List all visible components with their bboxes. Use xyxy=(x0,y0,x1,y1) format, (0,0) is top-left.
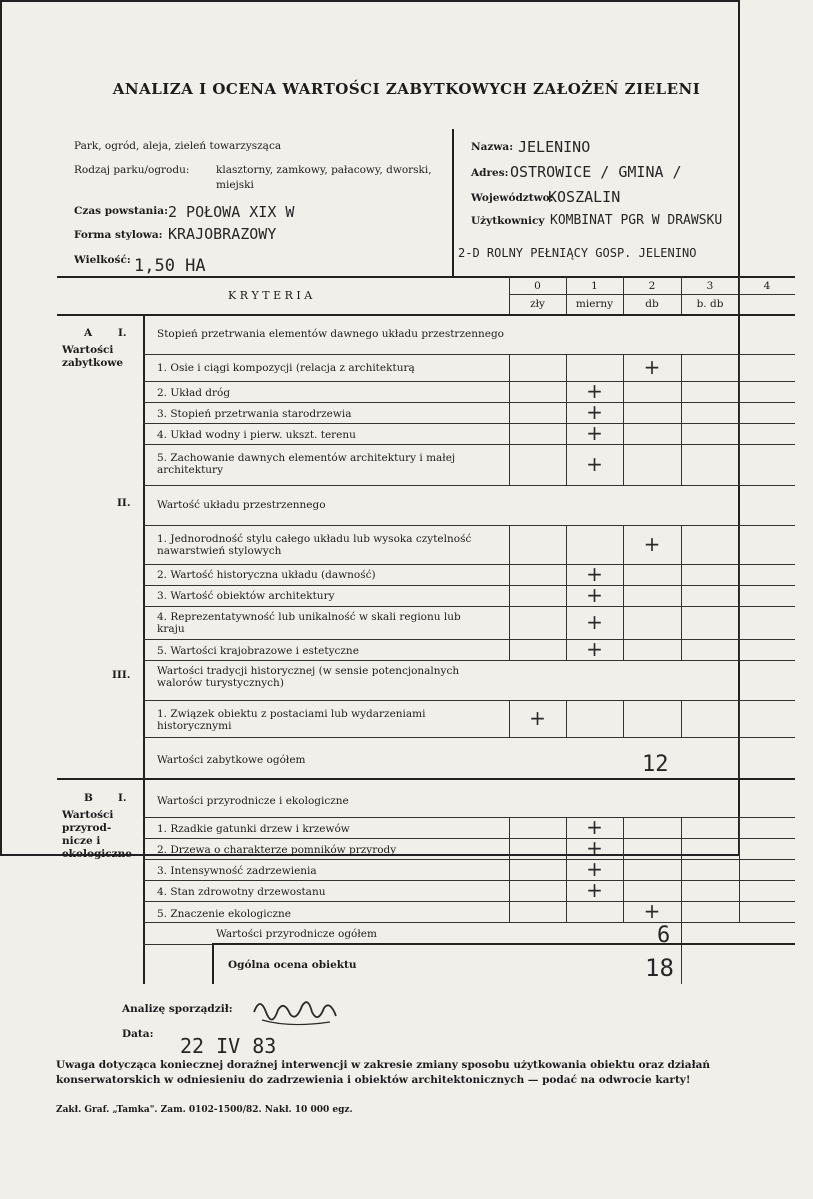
section-b-title: Wartości przyrod- nicze i ekologiczne xyxy=(62,809,132,860)
forma-value: KRAJOBRAZOWY xyxy=(168,225,277,243)
section-a-roman-3: III. xyxy=(112,669,131,681)
rating-mark: + xyxy=(586,856,603,881)
section-a-letter: A xyxy=(84,327,93,339)
scale-bottom-line xyxy=(57,314,795,316)
rating-mark: + xyxy=(586,835,603,860)
scale-label-3: b. db xyxy=(696,298,724,310)
criterion-a1-1: 1. Osie i ciągi kompozycji (relacja z architekturą xyxy=(157,362,415,374)
uzytkownicy-value-2: 2-D ROLNY PEŁNIĄCY GOSP. JELENINO xyxy=(458,246,697,260)
criterion-a1-4: 4. Układ wodny i pierw. ukszt. terenu xyxy=(157,429,356,441)
nazwa-label: Nazwa: xyxy=(471,141,514,153)
rating-mark: + xyxy=(586,814,603,839)
scale-column-line xyxy=(623,700,624,737)
scale-column-line xyxy=(566,525,567,660)
rating-mark: + xyxy=(586,399,603,424)
grid-h-line xyxy=(143,381,795,382)
uzytkownicy-label: Użytkownicy xyxy=(471,215,545,227)
criterion-a2-2: 2. Wartość historyczna układu (dawność) xyxy=(157,569,376,581)
section-b-total-value: 6 xyxy=(657,923,671,948)
grid-h-line xyxy=(143,817,795,818)
rodzaj-value-2: miejski xyxy=(216,179,254,191)
section-ab-separator xyxy=(57,778,795,780)
scale-column-line xyxy=(623,525,624,660)
wojewodztwo-label: Województwo: xyxy=(471,192,554,204)
scale-column-line xyxy=(566,700,567,737)
scale-column-line xyxy=(566,817,567,922)
kryteria-heading: K R Y T E R I A xyxy=(228,289,313,302)
total-a-divider xyxy=(739,737,740,778)
scale-header-line xyxy=(509,294,795,295)
scale-column-line xyxy=(681,354,682,485)
section-a-roman-2: II. xyxy=(117,497,131,509)
criterion-a2-4: 4. Reprezentatywność lub unikalność w skali regionu lub kraju xyxy=(157,611,461,635)
rating-mark: + xyxy=(586,582,603,607)
grid-h-line xyxy=(143,700,795,701)
overall-value: 18 xyxy=(645,954,674,982)
section-a-title: Wartości zabytkowe xyxy=(62,344,124,369)
scale-column-line xyxy=(566,276,567,314)
grid-h-line xyxy=(143,838,795,839)
section-b-total-label: Wartości przyrodnicze ogółem xyxy=(216,928,377,940)
data-label: Data: xyxy=(122,1028,154,1040)
rating-mark: + xyxy=(586,561,603,586)
criterion-a1-2: 2. Układ dróg xyxy=(157,387,231,399)
rating-mark: + xyxy=(643,531,661,556)
grid-h-line xyxy=(143,859,795,860)
criterion-a2-3: 3. Wartość obiektów architektury xyxy=(157,590,335,602)
overall-label: Ogólna ocena obiektu xyxy=(228,959,357,971)
total-b-divider xyxy=(681,922,682,944)
scale-column-line xyxy=(681,276,682,314)
scale-number-1: 1 xyxy=(591,280,598,292)
scale-column-line xyxy=(623,354,624,485)
grid-h-line xyxy=(143,525,795,526)
scale-number-2: 2 xyxy=(648,280,656,292)
header-divider xyxy=(452,129,454,278)
criterion-b-2: 2. Drzewa o charakterze pomników przyrody xyxy=(157,844,397,856)
scale-label-0: zły xyxy=(530,298,545,310)
analyst-signature xyxy=(250,992,340,1036)
rating-mark: + xyxy=(643,354,661,379)
criterion-b-3: 3. Intensywność zadrzewienia xyxy=(157,865,317,877)
adres-value: OSTROWICE / GMINA / xyxy=(510,163,682,181)
header-bottom-line xyxy=(57,276,795,278)
section-b-roman-1: I. xyxy=(118,792,127,804)
grid-h-line xyxy=(143,901,795,902)
group-b-title: Wartości przyrodnicze i ekologiczne xyxy=(157,795,349,807)
criterion-b-4: 4. Stan zdrowotny drzewostanu xyxy=(157,886,326,898)
rating-mark: + xyxy=(586,451,603,476)
forma-label: Forma stylowa: xyxy=(74,229,163,241)
rating-mark: + xyxy=(586,378,603,403)
scale-column-line xyxy=(509,817,510,922)
grid-h-line xyxy=(143,444,795,445)
rodzaj-value: klasztorny, zamkowy, pałacowy, dworski, xyxy=(216,164,432,176)
grid-h-line xyxy=(143,564,795,565)
scale-column-line xyxy=(739,354,740,485)
data-value: 22 IV 83 xyxy=(180,1034,277,1058)
grid-h-line xyxy=(143,880,795,881)
scale-number-0: 0 xyxy=(534,280,541,292)
scale-number-4: 4 xyxy=(763,280,771,292)
criterion-a1-5: 5. Zachowanie dawnych elementów architektury i małej architektury xyxy=(157,452,456,476)
grid-h-line xyxy=(143,606,795,607)
scale-column-line xyxy=(681,700,682,737)
scale-number-3: 3 xyxy=(706,280,714,292)
scale-column-line xyxy=(509,525,510,660)
grid-h-line xyxy=(143,639,795,640)
section-b-letter: B xyxy=(84,792,93,804)
uzytkownicy-value: KOMBINAT PGR W DRAWSKU xyxy=(550,213,723,228)
criterion-b-1: 1. Rzadkie gatunki drzew i krzewów xyxy=(157,823,350,835)
park-label: Park, ogród, aleja, zieleń towarzysząca xyxy=(74,140,282,152)
adres-label: Adres: xyxy=(471,167,509,179)
rating-mark: + xyxy=(643,898,661,923)
grid-h-line xyxy=(143,737,795,738)
group-a2-title: Wartość układu przestrzennego xyxy=(157,499,326,511)
scale-column-line xyxy=(739,817,740,922)
category-column-divider xyxy=(143,314,145,984)
scale-column-line xyxy=(509,276,510,314)
section-a-roman-1: I. xyxy=(118,327,127,339)
section-a-total-label: Wartości zabytkowe ogółem xyxy=(157,754,306,766)
group-a1-title: Stopień przetrwania elementów dawnego układu przestrzennego xyxy=(157,328,504,340)
grid-h-line xyxy=(143,585,795,586)
wielkosc-label: Wielkość: xyxy=(74,254,131,266)
grid-h-line xyxy=(143,354,795,355)
scale-column-line xyxy=(623,276,624,314)
rating-mark: + xyxy=(586,609,603,634)
print-info: Zakł. Graf. „Tamka". Zam. 0102-1500/82. Nakł. 10 000 egz. xyxy=(56,1105,353,1115)
analiza-label: Analizę sporządził: xyxy=(122,1003,233,1015)
scale-label-2: db xyxy=(645,298,659,310)
grid-h-line xyxy=(143,660,795,661)
scale-label-1: mierny xyxy=(575,298,614,310)
nazwa-value: JELENINO xyxy=(518,138,591,156)
grid-h-line xyxy=(143,922,795,923)
scale-column-line xyxy=(566,354,567,485)
rodzaj-label: Rodzaj parku/ogrodu: xyxy=(74,164,190,176)
overall-left-border xyxy=(212,944,214,984)
rating-mark: + xyxy=(586,877,603,902)
wojewodztwo-value: KOSZALIN xyxy=(548,188,621,206)
scale-column-line xyxy=(681,817,682,922)
rating-mark: + xyxy=(586,420,603,445)
group-a3-title: Wartości tradycji historycznej (w sensie potencjonalnych walorów turystycznych) xyxy=(157,665,460,689)
czas-label: Czas powstania: xyxy=(74,205,168,217)
scale-column-line xyxy=(739,700,740,737)
overall-top-line xyxy=(212,943,795,945)
scale-column-line xyxy=(509,700,510,737)
grid-h-line xyxy=(143,402,795,403)
document-title: ANALIZA I OCENA WARTOŚCI ZABYTKOWYCH ZAŁOŻEŃ ZIELENI xyxy=(112,80,701,98)
grid-h-line xyxy=(143,485,795,486)
scale-column-line xyxy=(623,817,624,922)
rating-mark: + xyxy=(586,636,603,661)
scale-column-line xyxy=(739,525,740,660)
scale-column-line xyxy=(681,525,682,660)
scale-column-line xyxy=(739,276,740,314)
rating-mark: + xyxy=(529,705,546,730)
criterion-a2-5: 5. Wartości krajobrazowe i estetyczne xyxy=(157,645,359,657)
criterion-b-5: 5. Znaczenie ekologiczne xyxy=(157,908,292,920)
scale-column-line xyxy=(509,354,510,485)
czas-value: 2 POŁOWA XIX W xyxy=(168,203,295,221)
grid-h-line xyxy=(143,423,795,424)
section-a-total-value: 12 xyxy=(642,752,669,777)
criterion-a3-1: 1. Związek obiektu z postaciami lub wydarzeniami historycznymi xyxy=(157,708,426,732)
criterion-a1-3: 3. Stopień przetrwania starodrzewia xyxy=(157,408,352,420)
uwaga-note: Uwaga dotycząca koniecznej doraźnej interwencji w zakresie zmiany sposobu użytkowania obiektu oraz działań konserwatorskich w odniesieniu do zadrzewienia i obiektów architektonicznych — podać na odwrocie karty! xyxy=(56,1059,711,1086)
wielkosc-value: 1,50 HA xyxy=(134,256,206,276)
overall-divider xyxy=(681,944,682,984)
criterion-a2-1: 1. Jednorodność stylu całego układu lub wysoka czytelność nawarstwień stylowych xyxy=(157,533,472,557)
